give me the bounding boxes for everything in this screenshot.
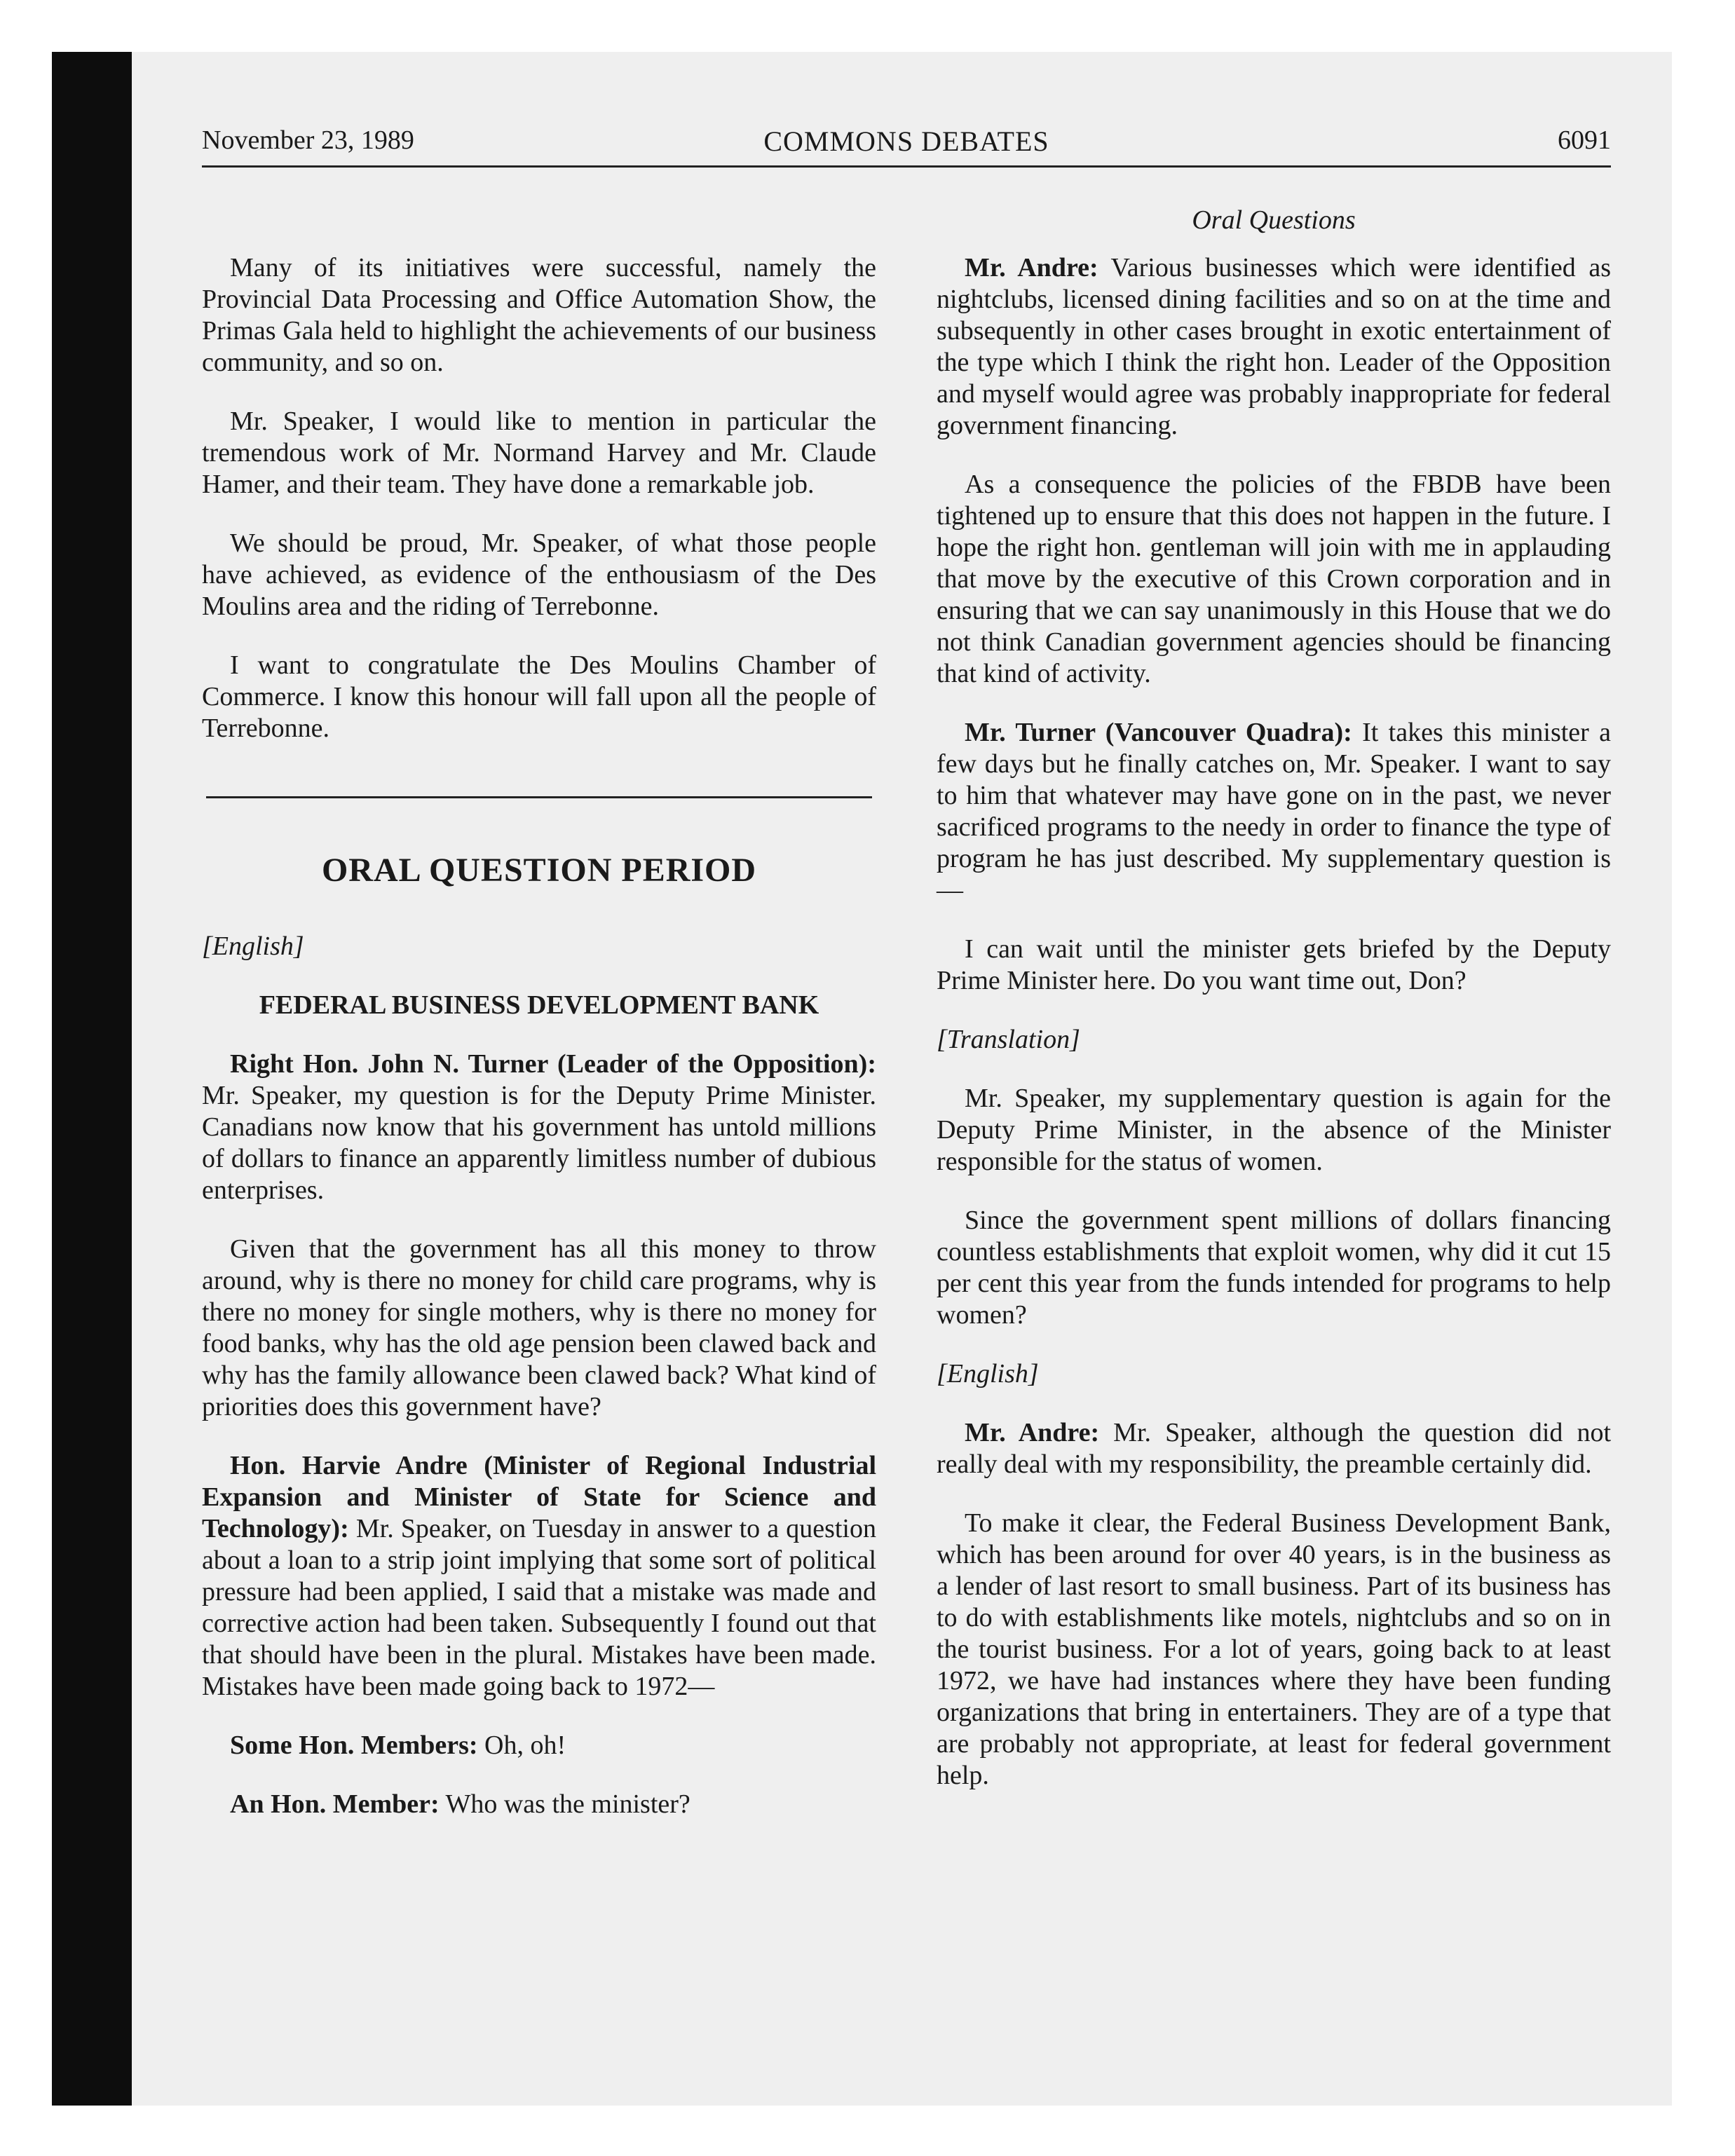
paragraph: Mr. Speaker, I would like to mention in particular the tremendous work of Mr. Normand Harvey and Mr. Claude Hamer, and their team. They have done a remarkable job. bbox=[202, 407, 876, 499]
speech-text: Mr. Speaker, my question is for the Deputy Prime Minister. Canadians now know that his government has untold millions of dollars to finance an apparently limitless number of dubious enterprises. bbox=[202, 1081, 876, 1205]
paragraph: To make it clear, the Federal Business Development Bank, which has been around for over 40 years, is in the business as a lender of last resort to small business. Part of its business has to do with establishments like motels, nightclubs and so on in the tourist business. For a lot of years, going back to at least 1972, we have had instances where they have been funding organizations that bring in entertainers. They are of a type that are probably not appropriate, at least for federal government help. bbox=[937, 1508, 1611, 1790]
paragraph: Mr. Speaker, my supplementary question is again for the Deputy Prime Minister, in the absence of the Minister responsible for the status of women. bbox=[937, 1084, 1611, 1176]
header-page-number: 6091 bbox=[1558, 125, 1611, 155]
speaker-name: Mr. Andre: bbox=[965, 1418, 1100, 1447]
language-tag: [Translation] bbox=[937, 1025, 1080, 1054]
paragraph: I can wait until the minister gets briefed by the Deputy Prime Minister here. Do you want time out, Don? bbox=[937, 934, 1611, 995]
paragraph: I want to congratulate the Des Moulins Chamber of Commerce. I know this honour will fall upon all the people of Terrebonne. bbox=[202, 650, 876, 743]
speaker-name: Right Hon. John N. Turner (Leader of the Opposition): bbox=[230, 1049, 876, 1079]
section-divider bbox=[206, 796, 872, 798]
scan-border bbox=[52, 52, 132, 2106]
speaker-name: Some Hon. Members: bbox=[230, 1731, 478, 1760]
section-title: ORAL QUESTION PERIOD bbox=[321, 852, 757, 889]
speaker-name: Mr. Andre: bbox=[965, 253, 1098, 282]
speech-text: Various businesses which were identified as nightclubs, licensed dining facilities and so on at the time and subsequently in other cases brought in exotic entertainment of the type which I think the right hon. Leader of the Opposition and myself would agree was probably inappropriate for federal government financing. bbox=[937, 253, 1611, 440]
speech-text: Mr. Speaker, although the question did not really deal with my responsibility, the preamble certainly did. bbox=[937, 1418, 1611, 1479]
speech-paragraph bbox=[202, 1049, 876, 1206]
speech-text: Oh, oh! bbox=[477, 1731, 566, 1760]
right-column bbox=[937, 252, 1611, 1819]
header-date: November 23, 1989 bbox=[202, 125, 414, 155]
speech-text: Who was the minister? bbox=[439, 1789, 690, 1819]
speech-paragraph bbox=[202, 1450, 876, 1703]
paragraph: Given that the government has all this money to throw around, why is there no money for child care programs, why is there no money for single mothers, why is there no money for food banks, why has the old age pension been clawed back and why has the family allowance been clawed back? What kind of priorities does this government have? bbox=[202, 1234, 876, 1421]
paragraph: Since the government spent millions of dollars financing countless establishments that exploit women, why did it cut 15 per cent this year from the funds intended for programs to help women? bbox=[937, 1206, 1611, 1330]
speech-paragraph bbox=[937, 1417, 1611, 1480]
paragraph: Many of its initiatives were successful, namely the Provincial Data Processing and Office Automation Show, the Primas Gala held to highlight the achievements of our business community, and so on. bbox=[202, 253, 876, 377]
language-tag: [English] bbox=[937, 1359, 1039, 1389]
speaker-name: Mr. Turner (Vancouver Quadra): bbox=[965, 718, 1352, 747]
speech-paragraph bbox=[937, 252, 1611, 442]
paragraph: As a consequence the policies of the FBDB have been tightened up to ensure that this does not happen in the future. I hope the right hon. gentleman will join with me in applauding that move by the executive of this Crown corporation and in ensuring that we can say unanimously in this House that we do not think Canadian government agencies should be financing that kind of activity. bbox=[937, 470, 1611, 688]
left-column bbox=[202, 252, 876, 1848]
language-tag: [English] bbox=[202, 932, 304, 961]
speech-paragraph bbox=[937, 717, 1611, 906]
speech-text: Mr. Speaker, on Tuesday in answer to a question about a loan to a strip joint implying that some sort of political pressure had been applied, I said that a mistake was made and corrective action had been taken. Subsequently I found out that that should have been in the plural. Mistakes have been made. Mistakes have been made going back to 1972— bbox=[202, 1514, 876, 1701]
speech-text: It takes this minister a few days but he finally catches on, Mr. Speaker. I want to say to him that whatever may have gone on in the past, we never sacrificed programs to the needy in order to finance the type of program he has just described. My supplementary question is— bbox=[937, 718, 1611, 905]
subheading: FEDERAL BUSINESS DEVELOPMENT BANK bbox=[259, 990, 819, 1020]
page-header bbox=[202, 121, 1611, 168]
paragraph: We should be proud, Mr. Speaker, of what those people have achieved, as evidence of the enthousiasm of the Des Moulins area and the riding of Terrebonne. bbox=[202, 528, 876, 621]
running-head: Oral Questions bbox=[1192, 205, 1356, 235]
speaker-name: Hon. Harvie Andre (Minister of Regional Industrial Expansion and Minister of State for Science and Technology): bbox=[202, 1451, 876, 1543]
speaker-name: An Hon. Member: bbox=[230, 1789, 440, 1819]
speech-paragraph bbox=[202, 1789, 876, 1820]
header-journal-title: COMMONS DEBATES bbox=[763, 125, 1049, 157]
speech-paragraph bbox=[202, 1730, 876, 1761]
